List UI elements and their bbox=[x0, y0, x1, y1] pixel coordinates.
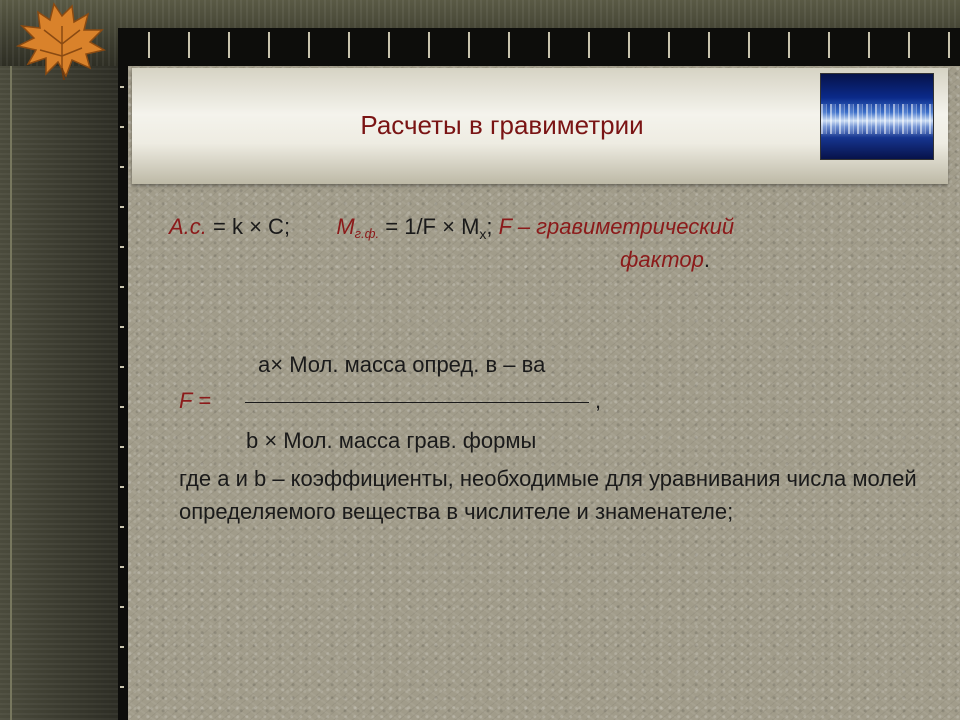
m-subscript: г.ф. bbox=[354, 226, 380, 241]
fraction-numerator: a× Мол. масса опред. в – ва bbox=[258, 352, 546, 377]
frame-left bbox=[118, 28, 128, 720]
f-definition: – гравиметрический bbox=[511, 214, 735, 239]
fraction-bar bbox=[245, 402, 589, 403]
f-definition-cont: фактор bbox=[620, 247, 704, 272]
slide-title: Расчеты в гравиметрии bbox=[360, 110, 644, 140]
f-symbol: F bbox=[498, 214, 512, 239]
period: . bbox=[703, 247, 710, 272]
m-expression: = 1/F × M bbox=[379, 214, 480, 239]
fraction-denominator: b × Мол. масса грав. формы bbox=[246, 428, 537, 453]
ac-expression: = k × C; bbox=[206, 214, 291, 239]
fraction-lhs: F = bbox=[179, 388, 212, 413]
title-banner bbox=[132, 68, 948, 184]
autumn-leaf-icon bbox=[6, 0, 116, 80]
fraction-comma: , bbox=[595, 388, 602, 413]
formula-line-continuation bbox=[620, 247, 710, 273]
mx-subscript: x bbox=[479, 226, 487, 242]
left-decor-bar bbox=[0, 66, 122, 720]
m-symbol: М bbox=[336, 214, 355, 239]
formula-line bbox=[169, 214, 734, 242]
fraction-row bbox=[179, 388, 601, 414]
ac-symbol: А.с. bbox=[169, 214, 207, 239]
separator: ; bbox=[486, 214, 493, 239]
explanation-text: где a и b – коэффициенты, необходимые для уравнивания числа молей определяемого вещества в числителе и знаменателе; bbox=[179, 466, 917, 524]
winter-forest-photo bbox=[820, 73, 934, 160]
frame-top bbox=[118, 28, 960, 68]
